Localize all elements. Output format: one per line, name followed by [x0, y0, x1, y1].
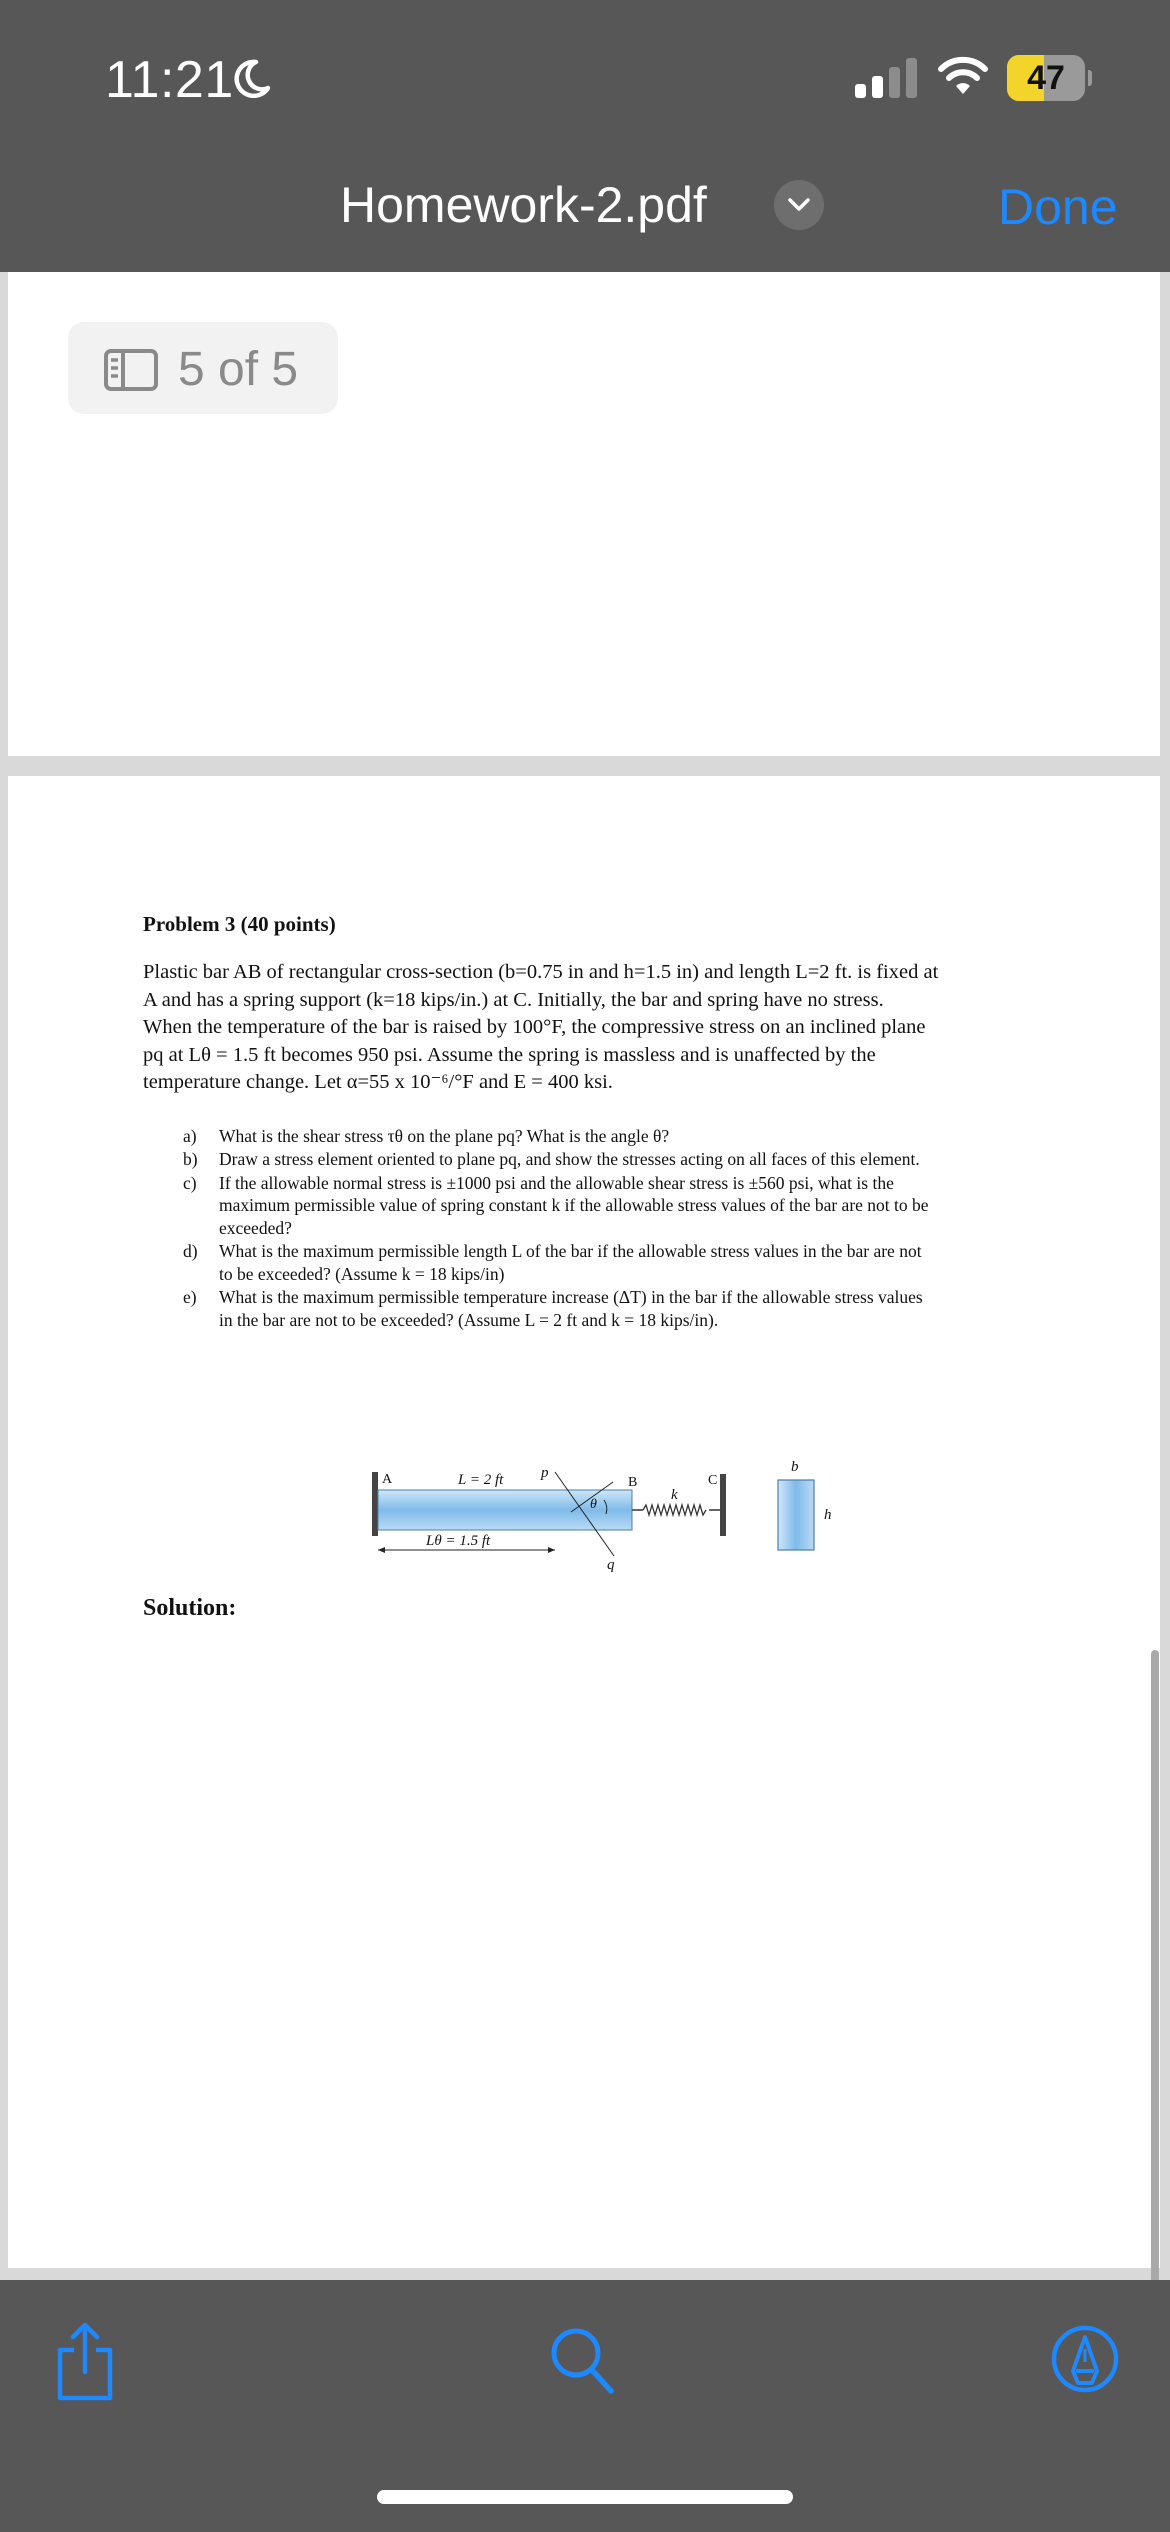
- battery-indicator: [1007, 55, 1091, 101]
- chevron-down-icon: [787, 195, 811, 215]
- question-text: [219, 1148, 1028, 1171]
- cellular-signal-icon: [855, 58, 917, 98]
- label-b-end: B: [628, 1475, 638, 1490]
- document-viewer[interactable]: [0, 272, 1170, 2280]
- bottom-toolbar: [0, 2280, 1170, 2532]
- title-menu-button[interactable]: [774, 180, 824, 230]
- dimension-arrow-right: [548, 1547, 555, 1553]
- share-icon[interactable]: [52, 2320, 118, 2402]
- question-line: What is the maximum permissible length L of the bar if the allowable stress values in the bar are not: [219, 1241, 922, 1261]
- document-title[interactable]: Homework-2.pdf: [340, 177, 707, 233]
- label-a: A: [382, 1472, 393, 1487]
- question-line: What is the shear stress τθ on the plane pq? What is the angle θ?: [219, 1125, 670, 1146]
- label-height-h: h: [824, 1507, 832, 1523]
- problem-content: [143, 912, 1028, 1621]
- page-indicator[interactable]: [68, 322, 338, 414]
- description-line: Plastic bar AB of rectangular cross-section (b=0.75 in and h=1.5 in) and length L=2 ft. is fixed at: [143, 961, 939, 983]
- fixed-support-a: [372, 1472, 378, 1536]
- dimension-arrow-left: [378, 1547, 385, 1553]
- label-q: q: [607, 1557, 615, 1573]
- spring-coil: [643, 1505, 706, 1515]
- label-width-b: b: [791, 1459, 799, 1475]
- description-line: pq at Lθ = 1.5 ft becomes 950 psi. Assume the spring is massless and is unaffected by the: [143, 1043, 876, 1066]
- page-indicator-label: 5 of 5: [178, 343, 299, 396]
- question-text: [219, 1286, 1028, 1331]
- question-text: [219, 1172, 1028, 1240]
- label-theta: θ: [590, 1497, 597, 1512]
- question-line: to be exceeded? (Assume k = 18 kips/in): [219, 1263, 505, 1284]
- question-letter: c): [183, 1172, 197, 1193]
- description-line: When the temperature of the bar is raised by 100°F, the compressive stress on an inclined plane: [143, 1016, 926, 1038]
- label-k: k: [671, 1487, 678, 1503]
- top-bar: [0, 0, 1170, 272]
- question-line: What is the maximum permissible temperature increase (ΔT) in the bar if the allowable stress values: [219, 1287, 923, 1307]
- question-letter: b): [183, 1149, 198, 1169]
- wifi-icon: [938, 56, 988, 96]
- label-p: p: [541, 1465, 549, 1481]
- markup-pen-icon[interactable]: [1050, 2324, 1120, 2394]
- question-text: [219, 1240, 1028, 1285]
- question-list: [183, 1125, 1028, 1332]
- description-line: A and has a spring support (k=18 kips/in.) at C. Initially, the bar and spring have no stress.: [143, 988, 884, 1011]
- cross-section: [778, 1480, 814, 1550]
- question-line: maximum permissible value of spring constant k if the allowable stress values of the bar are not to be: [219, 1195, 929, 1215]
- question-line: If the allowable normal stress is ±1000 psi and the allowable shear stress is ±560 psi, what is the: [219, 1172, 894, 1193]
- pdf-page-previous: [8, 272, 1160, 756]
- question-item: [183, 1148, 1028, 1171]
- sidebar-pages-icon: [104, 349, 158, 391]
- question-item: [183, 1286, 1028, 1331]
- bar-spring-figure: [368, 1460, 868, 1575]
- question-line: in the bar are not to be exceeded? (Assume L = 2 ft and k = 18 kips/in).: [219, 1309, 719, 1330]
- moon-icon: [232, 58, 272, 98]
- question-item: [183, 1172, 1028, 1240]
- label-c: C: [708, 1473, 718, 1488]
- question-letter: e): [183, 1287, 197, 1307]
- question-letter: a): [183, 1125, 197, 1146]
- description-line: temperature change. Let α=55 x 10⁻⁶/°F and E = 400 ksi.: [143, 1071, 613, 1093]
- figure-drawing: [368, 1460, 868, 1575]
- question-line: exceeded?: [219, 1217, 292, 1238]
- question-line: Draw a stress element oriented to plane pq, and show the stresses acting on all faces of this element.: [219, 1149, 920, 1169]
- label-length: L = 2 ft: [458, 1472, 504, 1488]
- fixed-support-c: [720, 1474, 726, 1536]
- solution-label: Solution:: [143, 1595, 237, 1621]
- home-indicator[interactable]: [377, 2490, 793, 2504]
- pdf-page-current: [8, 776, 1160, 2268]
- battery-level: 47: [1027, 59, 1065, 97]
- status-time: 11:21: [105, 51, 234, 109]
- problem-heading: Problem 3 (40 points): [143, 912, 336, 936]
- label-ltheta: Lθ = 1.5 ft: [426, 1533, 491, 1549]
- question-letter: d): [183, 1241, 198, 1261]
- search-icon[interactable]: [547, 2324, 617, 2398]
- question-item: [183, 1240, 1028, 1285]
- done-button[interactable]: Done: [998, 179, 1118, 235]
- question-item: [183, 1125, 1028, 1148]
- problem-description: [143, 959, 1028, 1097]
- battery-body: [1007, 55, 1085, 101]
- battery-tip: [1088, 70, 1092, 86]
- question-text: [219, 1125, 1028, 1148]
